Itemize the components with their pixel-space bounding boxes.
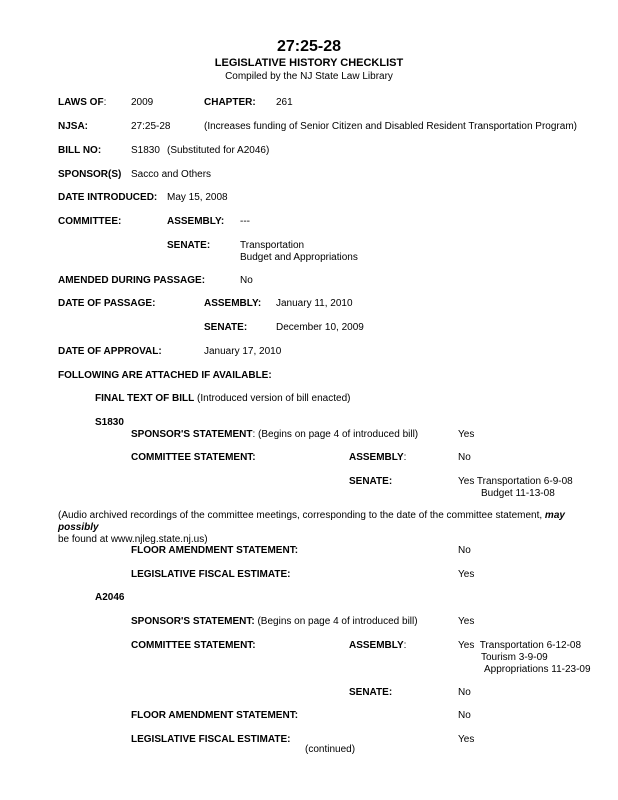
- a2046-senate-label: SENATE:: [349, 687, 393, 698]
- date-of-passage-label: DATE OF PASSAGE:: [58, 298, 156, 309]
- final-text-note: (Introduced version of bill enacted): [197, 393, 351, 404]
- bill-no-label: BILL NO:: [58, 145, 102, 156]
- a2046-heading: A2046: [95, 592, 125, 603]
- s1830-assembly-colon: :: [403, 452, 407, 463]
- bill-no-value: S1830: [131, 145, 160, 156]
- a2046-assembly-value-3: Appropriations 11-23-09: [484, 664, 591, 675]
- chapter-value: 261: [276, 97, 293, 108]
- passage-assembly-value: January 11, 2010: [276, 298, 353, 309]
- s1830-assembly-label: ASSEMBLY: [349, 452, 404, 463]
- s1830-assembly-value: No: [458, 452, 471, 463]
- s1830-sponsor-row: [131, 429, 418, 441]
- a2046-floor-value: No: [458, 710, 471, 721]
- njsa-value: 27:25-28: [131, 121, 171, 132]
- audio-note-emphasis: may possibly: [58, 510, 565, 533]
- a2046-senate-value: No: [458, 687, 471, 698]
- committee-label: COMMITTEE:: [58, 216, 122, 227]
- chapter-label: CHAPTER:: [204, 97, 256, 108]
- njsa-label: NJSA:: [58, 121, 89, 132]
- s1830-assembly-row: [349, 452, 406, 464]
- a2046-assembly-colon: :: [403, 640, 407, 651]
- audio-note-part2: be found at www.njleg.state.nj.us): [58, 534, 208, 545]
- s1830-heading: S1830: [95, 417, 124, 428]
- a2046-assembly-value-1: Yes Transportation 6-12-08: [458, 640, 582, 651]
- amended-value: No: [240, 275, 253, 286]
- passage-senate-value: December 10, 2009: [276, 322, 364, 333]
- date-of-approval-value: January 17, 2010: [204, 346, 282, 357]
- s1830-senate-value-1: Yes Transportation 6-9-08: [458, 476, 573, 487]
- compiled-by: Compiled by the NJ State Law Library: [225, 71, 393, 82]
- final-text-row: [95, 393, 350, 405]
- s1830-sponsor-label: SPONSOR'S STATEMENT: [131, 429, 253, 440]
- date-of-approval-label: DATE OF APPROVAL:: [58, 346, 162, 357]
- s1830-fiscal-value: Yes: [458, 569, 475, 580]
- laws-of-label: LAWS OF: [58, 97, 104, 108]
- s1830-fiscal-label: LEGISLATIVE FISCAL ESTIMATE:: [131, 569, 291, 580]
- bill-no-note: (Substituted for A2046): [167, 145, 270, 156]
- njsa-description: (Increases funding of Senior Citizen and Disabled Resident Transportation Program): [204, 121, 577, 132]
- s1830-sponsor-value: Yes: [458, 429, 475, 440]
- laws-of-colon: :: [103, 97, 107, 108]
- continued-note: (continued): [305, 744, 356, 755]
- s1830-sponsor-note: : (Begins on page 4 of introduced bill): [252, 429, 419, 440]
- committee-senate-value-2: Budget and Appropriations: [240, 252, 358, 263]
- s1830-floor-value: No: [458, 545, 471, 556]
- committee-senate-value-1: Transportation: [240, 240, 305, 251]
- audio-note: [58, 510, 606, 546]
- a2046-fiscal-label: LEGISLATIVE FISCAL ESTIMATE:: [131, 734, 291, 745]
- committee-assembly-label: ASSEMBLY:: [167, 216, 225, 227]
- a2046-fiscal-value: Yes: [458, 734, 475, 745]
- committee-senate-label: SENATE:: [167, 240, 211, 251]
- laws-of-row: [58, 97, 106, 109]
- page-number-title: 27:25-28: [276, 38, 342, 55]
- s1830-floor-label: FLOOR AMENDMENT STATEMENT:: [131, 545, 299, 556]
- a2046-floor-label: FLOOR AMENDMENT STATEMENT:: [131, 710, 299, 721]
- passage-assembly-label: ASSEMBLY:: [204, 298, 262, 309]
- a2046-sponsor-label: SPONSOR'S STATEMENT:: [131, 616, 255, 627]
- date-introduced-value: May 15, 2008: [167, 192, 228, 203]
- a2046-assembly-value-2: Tourism 3-9-09: [481, 652, 548, 663]
- page-title: LEGISLATIVE HISTORY CHECKLIST: [214, 57, 404, 69]
- laws-of-value: 2009: [131, 97, 154, 108]
- a2046-committee-label: COMMITTEE STATEMENT:: [131, 640, 256, 651]
- date-introduced-label: DATE INTRODUCED:: [58, 192, 158, 203]
- s1830-senate-label: SENATE:: [349, 476, 393, 487]
- s1830-committee-label: COMMITTEE STATEMENT:: [131, 452, 256, 463]
- a2046-sponsor-row: [131, 616, 418, 628]
- s1830-senate-value-2: Budget 11-13-08: [481, 488, 555, 499]
- attachments-heading: FOLLOWING ARE ATTACHED IF AVAILABLE:: [58, 370, 272, 381]
- passage-senate-label: SENATE:: [204, 322, 248, 333]
- a2046-sponsor-note: (Begins on page 4 of introduced bill): [257, 616, 418, 627]
- final-text-label: FINAL TEXT OF BILL: [95, 393, 195, 404]
- committee-assembly-value: ---: [240, 216, 250, 227]
- a2046-sponsor-value: Yes: [458, 616, 475, 627]
- sponsors-value: Sacco and Others: [131, 169, 212, 180]
- sponsors-label: SPONSOR(S): [58, 169, 122, 180]
- a2046-assembly-label: ASSEMBLY: [349, 640, 404, 651]
- amended-label: AMENDED DURING PASSAGE:: [58, 275, 206, 286]
- a2046-assembly-row: [349, 640, 406, 652]
- audio-note-part1: (Audio archived recordings of the committee meetings, corresponding to the date of the committee statement,: [58, 510, 543, 521]
